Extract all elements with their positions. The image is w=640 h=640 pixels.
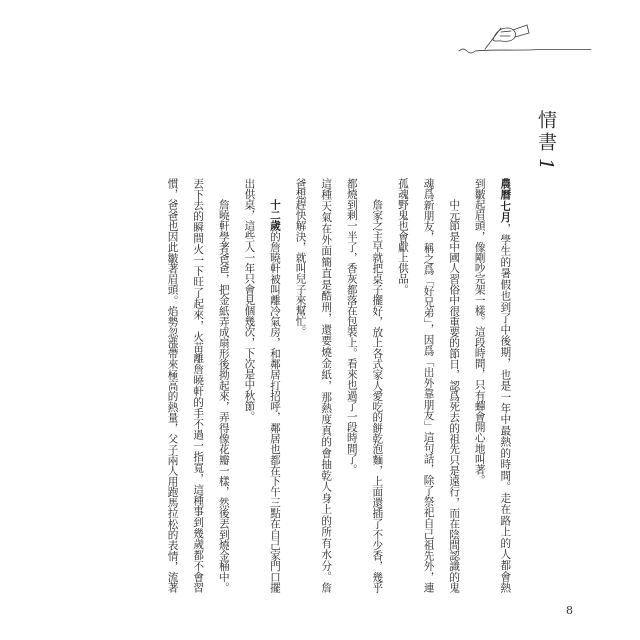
text-column [338,178,364,593]
bold-lead: 農曆七月 [499,178,512,223]
column-text: 孤魂野鬼也會獻上供品。 [396,178,409,295]
text-column [210,178,236,593]
text-column [261,178,287,593]
column-text: 到皺起眉頭，像剛吵完架一樣。這段時間，只有蟬會開心地叫著。 [473,178,486,486]
column-text: 慣，爸爸也因此皺著眉頭。焰勢忽漲帶來極高的熱量，父子兩人用跑馬拉松的表情，流著 [166,178,179,593]
column-text: 魂爲新朋友，稱之爲「好兄弟」，因爲「出外靠朋友」這句話，除了祭祀自己祖先外，連 [422,178,435,593]
column-text: 爸想趕快解決，就叫兒子來幫忙。 [294,178,307,337]
column-text: 都燒到剩一半了，香灰都落在包裝上。看來也過了一段時間了。 [345,178,358,475]
text-column [364,178,390,593]
column-text: ，學生的暑假也到了中後期，也是一年中最熱的時間。走在路上的人都會熱 [499,222,512,593]
text-column [159,178,185,593]
column-text: 中元節是中國人習俗中很重要的節日，認爲死去的祖先只是遠行，而在陰間認識的鬼 [448,199,461,593]
chapter-title-text: 情書 [535,110,557,154]
bold-lead: 十二歲 [268,199,281,232]
text-column [415,178,441,593]
text-column [466,178,492,593]
text-column [236,178,262,593]
text-column [441,178,467,593]
column-text: 詹家之主早就把桌子擺好，放上各式家人愛吃的餅乾泡麵，上面還插了不少香，幾乎 [371,199,384,593]
text-column [313,178,339,593]
column-text: 這種天氣在外面簡直是酷刑，還要燒金紙，那熱度真的會抽乾人身上的所有水分。詹 [320,178,333,593]
body-text [159,178,517,593]
page-number: 8 [566,604,573,617]
chapter-title [534,110,558,173]
column-text: 的詹曉軒被叫離冷氣房，和鄰居打招呼，鄰居也都在下午三點在自己家門口擺 [268,231,281,593]
pen-hand-doodle-icon [455,18,595,63]
text-column [492,178,518,593]
chapter-number: 1 [535,158,557,174]
column-text: 丟下去的瞬間火一下旺了起來，火苗離詹曉軒的手不過一指寬，這種事到幾歲都不會習 [192,178,205,593]
column-text: 詹曉軒學著爸爸，把金紙弄成扇形後拗起來，弄得像花瓣一樣，然後丟到燒金桶中。 [217,199,230,593]
text-column [389,178,415,593]
column-text: 出供桌，這些人一年只會見個幾次，下次是中秋節。 [243,178,256,422]
text-column [185,178,211,593]
text-column [287,178,313,593]
